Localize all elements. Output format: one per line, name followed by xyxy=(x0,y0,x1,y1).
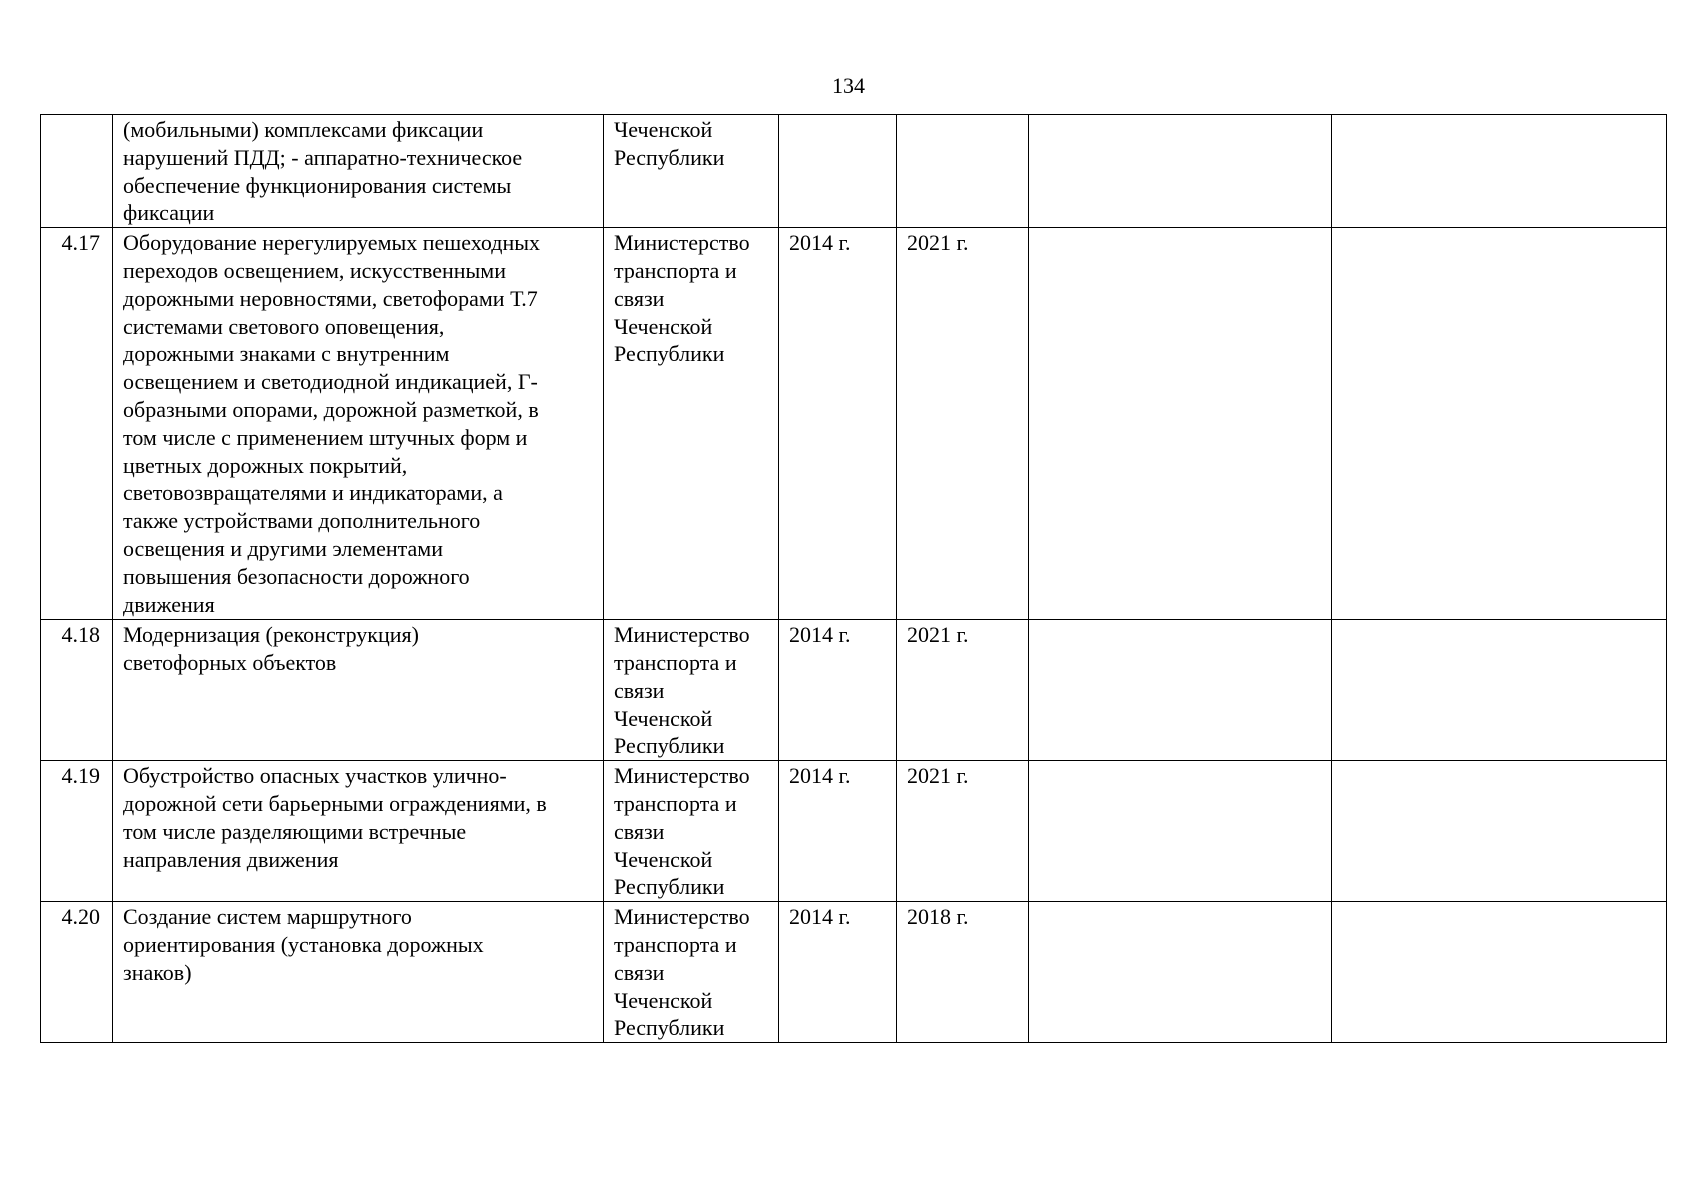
measure-name-line: цветных дорожных покрытий, xyxy=(123,452,408,478)
responsible-line: Республики xyxy=(614,144,725,170)
measure-name-line: знаков) xyxy=(123,959,192,985)
responsible-line: Чеченской xyxy=(614,313,713,339)
measure-name xyxy=(113,620,604,761)
start-year: 2014 г. xyxy=(779,902,897,1043)
measure-name-line: переходов освещением, искусственными xyxy=(123,257,507,283)
measure-name-line: том числе с применением штучных форм и xyxy=(123,424,528,450)
measure-name-line: обеспечение функционирования системы xyxy=(123,172,512,198)
empty-cell xyxy=(1029,761,1332,902)
end-year: 2018 г. xyxy=(897,902,1029,1043)
responsible-line: Министерство xyxy=(614,230,750,256)
table-row xyxy=(41,620,1667,761)
measure-name-line: Оборудование нерегулируемых пешеходных xyxy=(123,230,541,256)
empty-cell xyxy=(1029,620,1332,761)
measure-name xyxy=(113,761,604,902)
measure-name-line: также устройствами дополнительного xyxy=(123,508,481,534)
responsible-line: Чеченской xyxy=(614,117,713,142)
responsible-line: Министерство xyxy=(614,622,750,648)
measure-name-line: светофорных объектов xyxy=(123,649,337,675)
measure-name xyxy=(113,228,604,620)
table-row xyxy=(41,902,1667,1043)
page-number: 134 xyxy=(832,73,865,98)
table-row xyxy=(41,115,1667,228)
measure-name xyxy=(113,902,604,1043)
start-year: 2014 г. xyxy=(779,620,897,761)
end-year: 2021 г. xyxy=(897,761,1029,902)
measure-name-line: освещения и другими элементами xyxy=(123,535,443,561)
measure-name-line: том числе разделяющими встречные xyxy=(123,818,467,844)
responsible-line: транспорта и xyxy=(614,790,737,816)
responsible-line: Министерство xyxy=(614,904,750,930)
responsible-body xyxy=(604,115,779,228)
empty-cell xyxy=(1332,902,1667,1043)
empty-cell xyxy=(1029,115,1332,228)
responsible-line: Чеченской xyxy=(614,846,713,872)
empty-cell xyxy=(1332,228,1667,620)
measure-name-line: Создание систем маршрутного xyxy=(123,904,412,930)
measures-table xyxy=(40,114,1667,1043)
responsible-line: транспорта и xyxy=(614,649,737,675)
row-number: 4.19 xyxy=(41,761,113,902)
responsible-body xyxy=(604,228,779,620)
responsible-line: связи xyxy=(614,285,665,311)
measure-name-line: Модернизация (реконструкция) xyxy=(123,622,419,648)
measure-name-line: направления движения xyxy=(123,846,339,872)
row-number: 4.17 xyxy=(41,228,113,620)
row-number: 4.18 xyxy=(41,620,113,761)
responsible-line: Министерство xyxy=(614,763,750,789)
measure-name-line: движения xyxy=(123,591,215,617)
start-year xyxy=(779,115,897,228)
responsible-line: транспорта и xyxy=(614,257,737,283)
measure-name-line: фиксации xyxy=(123,200,215,226)
empty-cell xyxy=(1029,902,1332,1043)
start-year: 2014 г. xyxy=(779,228,897,620)
measure-name-line: дорожными неровностями, светофорами Т.7 xyxy=(123,285,538,311)
table-row xyxy=(41,228,1667,620)
responsible-line: Чеченской xyxy=(614,705,713,731)
responsible-line: связи xyxy=(614,959,665,985)
row-number: 4.20 xyxy=(41,902,113,1043)
measure-name-line: Обустройство опасных участков улично- xyxy=(123,763,507,789)
measure-name-line: нарушений ПДД; - аппаратно-техническое xyxy=(123,144,523,170)
measure-name-line: образными опорами, дорожной разметкой, в xyxy=(123,396,539,422)
responsible-line: связи xyxy=(614,677,665,703)
table-row xyxy=(41,761,1667,902)
measure-name xyxy=(113,115,604,228)
responsible-body xyxy=(604,902,779,1043)
measure-name-line: (мобильными) комплексами фиксации xyxy=(123,117,484,142)
measure-name-line: освещением и светодиодной индикацией, Г- xyxy=(123,369,538,395)
responsible-line: связи xyxy=(614,818,665,844)
empty-cell xyxy=(1332,761,1667,902)
table-body xyxy=(41,115,1667,1043)
row-number xyxy=(41,115,113,228)
responsible-body xyxy=(604,761,779,902)
responsible-line: Республики xyxy=(614,1015,725,1041)
start-year: 2014 г. xyxy=(779,761,897,902)
measure-name-line: световозвращателями и индикаторами, а xyxy=(123,480,503,506)
end-year xyxy=(897,115,1029,228)
measure-name-line: системами светового оповещения, xyxy=(123,313,445,339)
responsible-line: Республики xyxy=(614,874,725,900)
measure-name-line: ориентирования (установка дорожных xyxy=(123,931,484,957)
measure-name-line: повышения безопасности дорожного xyxy=(123,563,470,589)
measure-name-line: дорожной сети барьерными ограждениями, в xyxy=(123,790,547,816)
responsible-body xyxy=(604,620,779,761)
end-year: 2021 г. xyxy=(897,620,1029,761)
responsible-line: Республики xyxy=(614,733,725,759)
empty-cell xyxy=(1029,228,1332,620)
responsible-line: Республики xyxy=(614,341,725,367)
empty-cell xyxy=(1332,115,1667,228)
responsible-line: Чеченской xyxy=(614,987,713,1013)
empty-cell xyxy=(1332,620,1667,761)
responsible-line: транспорта и xyxy=(614,931,737,957)
measure-name-line: дорожными знаками с внутренним xyxy=(123,341,450,367)
end-year: 2021 г. xyxy=(897,228,1029,620)
